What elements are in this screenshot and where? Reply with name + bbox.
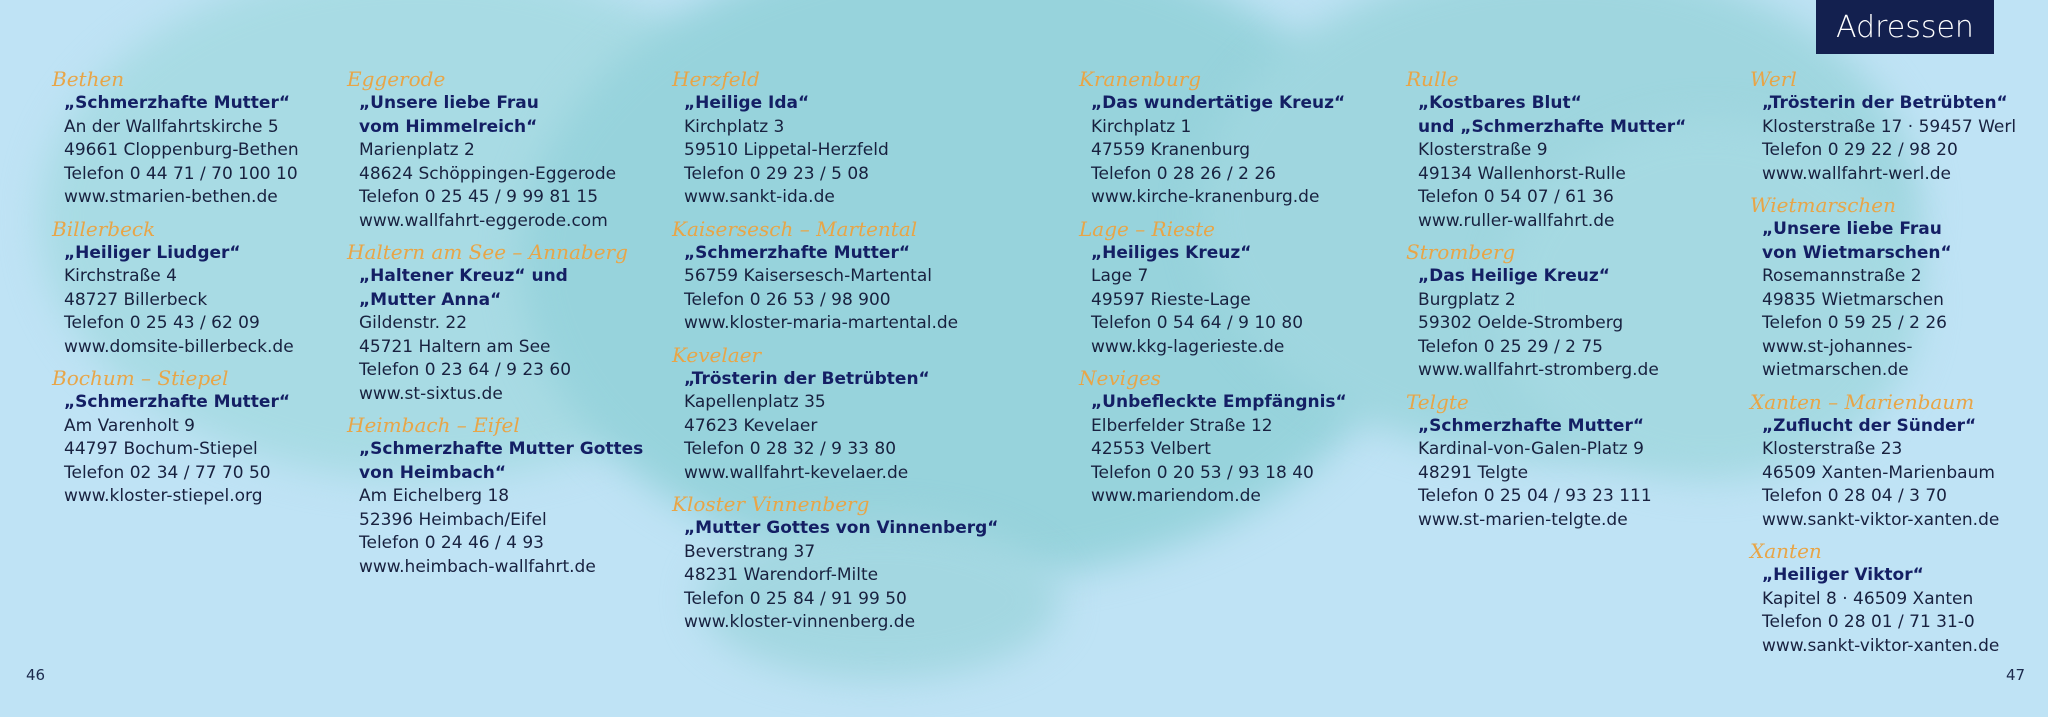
address-detail: Lage 7 xyxy=(1091,266,1149,286)
shrine-title: „Mutter Anna“ xyxy=(359,289,502,310)
address-detail: Marienplatz 2 xyxy=(359,140,475,160)
address-entry xyxy=(1079,216,1347,360)
shrine-title: „Haltener Kreuz“ und xyxy=(359,266,568,286)
shrine-title: „Trösterin der Betrübten“ xyxy=(1762,93,2008,113)
address-detail: Telefon 02 34 / 77 70 50 xyxy=(64,462,271,483)
address-column-4 xyxy=(1079,66,1347,515)
address-detail: Beverstrang 37 xyxy=(684,541,816,562)
shrine-title: „Schmerzhafte Mutter“ xyxy=(1418,415,1645,436)
address-detail: 48291 Telgte xyxy=(1418,462,1529,483)
address-detail: Telefon 0 23 64 / 9 23 60 xyxy=(359,360,572,380)
address-detail: Kirchplatz 1 xyxy=(1091,116,1192,137)
address-detail: 52396 Heimbach/Eifel xyxy=(359,509,547,530)
address-detail: Rosemannstraße 2 xyxy=(1762,266,1922,286)
address-detail: 47559 Kranenburg xyxy=(1091,140,1251,160)
address-detail: Telefon 0 26 53 / 98 900 xyxy=(684,289,891,310)
address-detail: Telefon 0 54 07 / 61 36 xyxy=(1418,187,1614,207)
address-detail: wietmarschen.de xyxy=(1762,360,1909,380)
address-detail: www.wallfahrt-stromberg.de xyxy=(1418,360,1659,380)
shrine-title: „Schmerzhafte Mutter“ xyxy=(684,242,911,263)
address-detail: Telefon 0 29 22 / 98 20 xyxy=(1762,140,1958,160)
address-detail: 49134 Wallenhorst-Rulle xyxy=(1418,163,1626,184)
address-detail: Telefon 0 25 29 / 2 75 xyxy=(1418,336,1603,357)
address-column-6 xyxy=(1750,66,2017,664)
place-name: Herzfeld xyxy=(672,67,760,91)
address-entry xyxy=(52,216,299,360)
address-detail: www.wallfahrt-kevelaer.de xyxy=(684,462,909,483)
address-detail: Telefon 0 24 46 / 4 93 xyxy=(359,533,544,553)
address-detail: Elberfelder Straße 12 xyxy=(1091,415,1273,436)
place-name: Rulle xyxy=(1406,67,1459,91)
address-detail: Klosterstraße 23 xyxy=(1762,439,1903,459)
place-name: Telgte xyxy=(1406,389,1469,414)
place-name: Stromberg xyxy=(1406,240,1516,264)
place-name: Werl xyxy=(1750,67,1797,91)
shrine-title: „Unsere liebe Frau xyxy=(359,93,539,113)
address-detail: Telefon 0 59 25 / 2 26 xyxy=(1762,313,1947,333)
address-detail: www.kirche-kranenburg.de xyxy=(1091,187,1320,207)
shrine-title: „Schmerzhafte Mutter Gottes xyxy=(359,439,644,459)
place-name: Billerbeck xyxy=(52,216,156,241)
shrine-title: „Trösterin der Betrübten“ xyxy=(684,368,930,389)
address-detail: 49835 Wietmarschen xyxy=(1762,289,1944,310)
section-tag: Adressen xyxy=(1816,0,1994,54)
address-entry xyxy=(1406,66,1687,233)
address-entry xyxy=(1079,66,1347,210)
address-detail: www.kloster-vinnenberg.de xyxy=(684,612,916,632)
address-detail: An der Wallfahrtskirche 5 xyxy=(64,116,279,137)
place-name: Bethen xyxy=(52,67,125,91)
place-name: Eggerode xyxy=(347,67,446,91)
address-entry xyxy=(672,491,999,635)
address-detail: www.wallfahrt-werl.de xyxy=(1762,163,1952,184)
place-name: Wietmarschen xyxy=(1750,193,1896,217)
place-name: Bochum – Stiepel xyxy=(52,366,229,390)
address-entry xyxy=(672,342,998,486)
place-name: Xanten xyxy=(1750,539,1822,563)
address-entry xyxy=(1750,192,2016,383)
shrine-title: „Heiliger Liudger“ xyxy=(64,242,241,263)
address-detail: 48624 Schöppingen-Eggerode xyxy=(359,163,617,184)
place-name: Xanten – Marienbaum xyxy=(1750,389,1975,414)
address-entry xyxy=(347,239,643,406)
address-detail: www.mariendom.de xyxy=(1091,486,1261,506)
address-entry xyxy=(347,412,644,579)
address-detail: 42553 Velbert xyxy=(1091,439,1211,459)
shrine-title: „Zuflucht der Sünder“ xyxy=(1762,415,1977,436)
address-entry xyxy=(1406,389,1686,533)
address-detail: www.kloster-stiepel.org xyxy=(64,486,263,506)
place-name: Neviges xyxy=(1079,366,1161,390)
address-detail: www.sankt-viktor-xanten.de xyxy=(1762,509,2000,530)
address-detail: Telefon 0 54 64 / 9 10 80 xyxy=(1091,313,1304,333)
address-detail: Telefon 0 25 04 / 93 23 111 xyxy=(1418,486,1652,506)
address-detail: Kirchstraße 4 xyxy=(64,266,177,286)
address-column-1 xyxy=(52,66,299,515)
address-entry xyxy=(1750,66,2017,186)
address-column-2 xyxy=(347,66,644,585)
address-detail: Kapitel 8 · 46509 Xanten xyxy=(1762,588,1974,609)
address-detail: 59302 Oelde-Stromberg xyxy=(1418,313,1624,333)
address-entry xyxy=(347,66,643,233)
address-detail: Klosterstraße 17 · 59457 Werl xyxy=(1762,116,2017,137)
address-detail: 46509 Xanten-Marienbaum xyxy=(1762,462,1995,483)
address-detail: Telefon 0 28 26 / 2 26 xyxy=(1091,163,1276,184)
shrine-title: „Heilige Ida“ xyxy=(684,93,810,113)
address-entry xyxy=(672,216,998,336)
place-name: Heimbach – Eifel xyxy=(347,413,520,437)
address-detail: Kirchplatz 3 xyxy=(684,116,785,137)
shrine-title: „Kostbares Blut“ xyxy=(1418,93,1582,113)
address-detail: Burgplatz 2 xyxy=(1418,289,1516,310)
address-detail: 45721 Haltern am See xyxy=(359,336,551,357)
address-detail: Telefon 0 28 32 / 9 33 80 xyxy=(684,439,897,459)
address-detail: 48727 Billerbeck xyxy=(64,289,208,310)
address-column-3 xyxy=(672,66,999,641)
address-entry xyxy=(52,365,299,509)
address-detail: www.wallfahrt-eggerode.com xyxy=(359,210,608,231)
address-detail: 59510 Lippetal-Herzfeld xyxy=(684,140,889,160)
page-number-left: 46 xyxy=(26,666,46,684)
address-detail: Telefon 0 25 84 / 91 99 50 xyxy=(684,588,907,609)
shrine-title: von Wietmarschen“ xyxy=(1762,242,1952,263)
shrine-title: „Schmerzhafte Mutter“ xyxy=(64,93,291,113)
address-entry xyxy=(1406,239,1686,383)
address-entry xyxy=(1750,538,2016,658)
shrine-title: „Heiliges Kreuz“ xyxy=(1091,242,1252,263)
address-detail: 56759 Kaisersesch-Martental xyxy=(684,266,932,286)
address-entry xyxy=(52,66,299,210)
address-detail: Telefon 0 20 53 / 93 18 40 xyxy=(1091,462,1314,483)
address-detail: Telefon 0 28 04 / 3 70 xyxy=(1762,486,1947,506)
place-name: Haltern am See – Annaberg xyxy=(347,240,628,264)
shrine-title: „Heiliger Viktor“ xyxy=(1762,565,1924,585)
address-detail: 49661 Cloppenburg-Bethen xyxy=(64,140,299,160)
shrine-title: von Heimbach“ xyxy=(359,462,507,483)
address-detail: www.heimbach-wallfahrt.de xyxy=(359,556,596,577)
place-name: Kaisersesch – Martental xyxy=(672,216,918,241)
address-detail: www.st-johannes- xyxy=(1762,336,1913,357)
page-number-right: 47 xyxy=(2006,666,2026,684)
address-detail: Am Eichelberg 18 xyxy=(359,486,510,506)
shrine-title: „Das Heilige Kreuz“ xyxy=(1418,266,1610,286)
address-detail: www.stmarien-bethen.de xyxy=(64,187,278,207)
address-detail: www.kkg-lagerieste.de xyxy=(1091,336,1285,357)
place-name: Kranenburg xyxy=(1079,67,1202,91)
address-entry xyxy=(1750,389,2016,533)
address-detail: www.kloster-maria-martental.de xyxy=(684,313,959,333)
address-detail: Telefon 0 28 01 / 71 31-0 xyxy=(1762,612,1975,632)
shrine-title: „Mutter Gottes von Vinnenberg“ xyxy=(684,518,999,538)
place-name: Lage – Rieste xyxy=(1079,216,1215,241)
address-detail: www.sankt-viktor-xanten.de xyxy=(1762,635,2000,656)
address-detail: Telefon 0 44 71 / 70 100 10 xyxy=(64,163,298,184)
shrine-title: vom Himmelreich“ xyxy=(359,116,538,137)
address-detail: Telefon 0 25 45 / 9 99 81 15 xyxy=(359,187,599,207)
address-detail: www.st-marien-telgte.de xyxy=(1418,509,1628,530)
address-detail: 49597 Rieste-Lage xyxy=(1091,289,1251,310)
address-entry xyxy=(672,66,998,210)
shrine-title: „Unbefleckte Empfängnis“ xyxy=(1091,392,1347,412)
address-detail: 44797 Bochum-Stiepel xyxy=(64,439,258,459)
address-detail: Kapellenplatz 35 xyxy=(684,392,826,412)
address-detail: Klosterstraße 9 xyxy=(1418,140,1548,160)
address-detail: Telefon 0 29 23 / 5 08 xyxy=(684,163,869,184)
shrine-title: „Das wundertätige Kreuz“ xyxy=(1091,93,1346,113)
shrine-title: und „Schmerzhafte Mutter“ xyxy=(1418,116,1687,137)
address-detail: 48231 Warendorf-Milte xyxy=(684,565,879,585)
address-detail: Kardinal-von-Galen-Platz 9 xyxy=(1418,439,1644,459)
shrine-title: „Schmerzhafte Mutter“ xyxy=(64,392,291,412)
address-detail: 47623 Kevelaer xyxy=(684,415,818,436)
address-column-5 xyxy=(1406,66,1687,538)
address-detail: www.sankt-ida.de xyxy=(684,187,835,207)
place-name: Kloster Vinnenberg xyxy=(672,492,870,516)
address-entry xyxy=(1079,365,1347,509)
shrine-title: „Unsere liebe Frau xyxy=(1762,219,1942,239)
address-detail: Telefon 0 25 43 / 62 09 xyxy=(64,313,260,333)
place-name: Kevelaer xyxy=(672,342,762,367)
address-detail: Am Varenholt 9 xyxy=(64,415,195,436)
address-detail: Gildenstr. 22 xyxy=(359,313,468,333)
address-detail: www.ruller-wallfahrt.de xyxy=(1418,210,1615,231)
address-detail: www.domsite-billerbeck.de xyxy=(64,336,294,357)
address-detail: www.st-sixtus.de xyxy=(359,383,503,404)
